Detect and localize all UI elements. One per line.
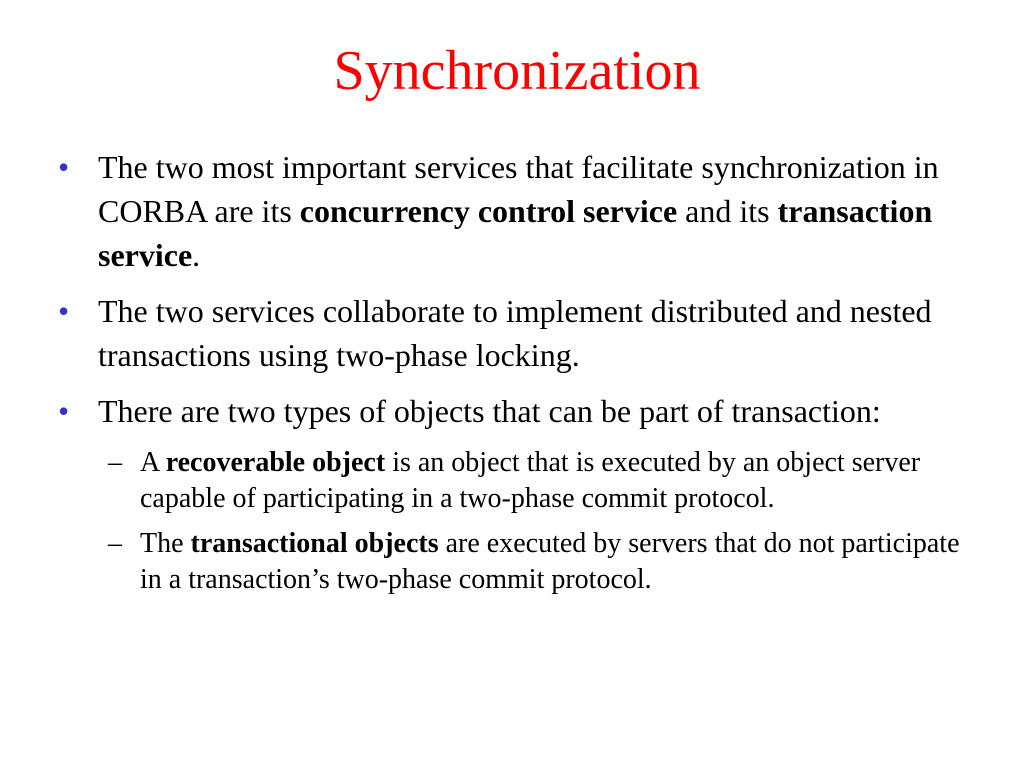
emphasis-transaction-service: transaction service (98, 193, 933, 273)
bullet-dot-icon: • (58, 293, 70, 329)
emphasis-recoverable-object: recoverable object (165, 447, 386, 478)
sub-bullet-dash-icon: – (108, 447, 122, 478)
sub-bullet-item-1 (100, 445, 988, 517)
slide-title: Synchronization (333, 40, 701, 102)
bullet-dot-icon: • (58, 393, 70, 429)
bullet-text: There are two types of objects that can be part of transaction: (98, 393, 881, 429)
bullet-text: The two services collaborate to implement distributed and nested transactions using two-phase locking. (98, 293, 932, 373)
emphasis-concurrency-control-service: concurrency control service (299, 193, 678, 229)
sub-bullet-item-2 (100, 526, 988, 598)
bullet-dot-icon: • (58, 149, 70, 185)
sub-bullet-dash-icon: – (108, 528, 122, 559)
bullet-item-3 (58, 389, 988, 433)
sub-bullet-text: The transactional objects are executed by servers that do not participate in a transaction’s two-phase commit protocol. (140, 528, 960, 595)
bullet-list (58, 145, 988, 607)
sub-bullet-text: A recoverable object is an object that is executed by an object server capable of participating in a two-phase commit protocol. (140, 447, 921, 514)
emphasis-transactional-objects: transactional objects (190, 528, 439, 559)
bullet-text: The two most important services that facilitate synchronization in CORBA are its concurrency control service and its transaction service. (98, 149, 939, 273)
bullet-item-1 (58, 145, 988, 277)
bullet-item-2 (58, 289, 988, 377)
